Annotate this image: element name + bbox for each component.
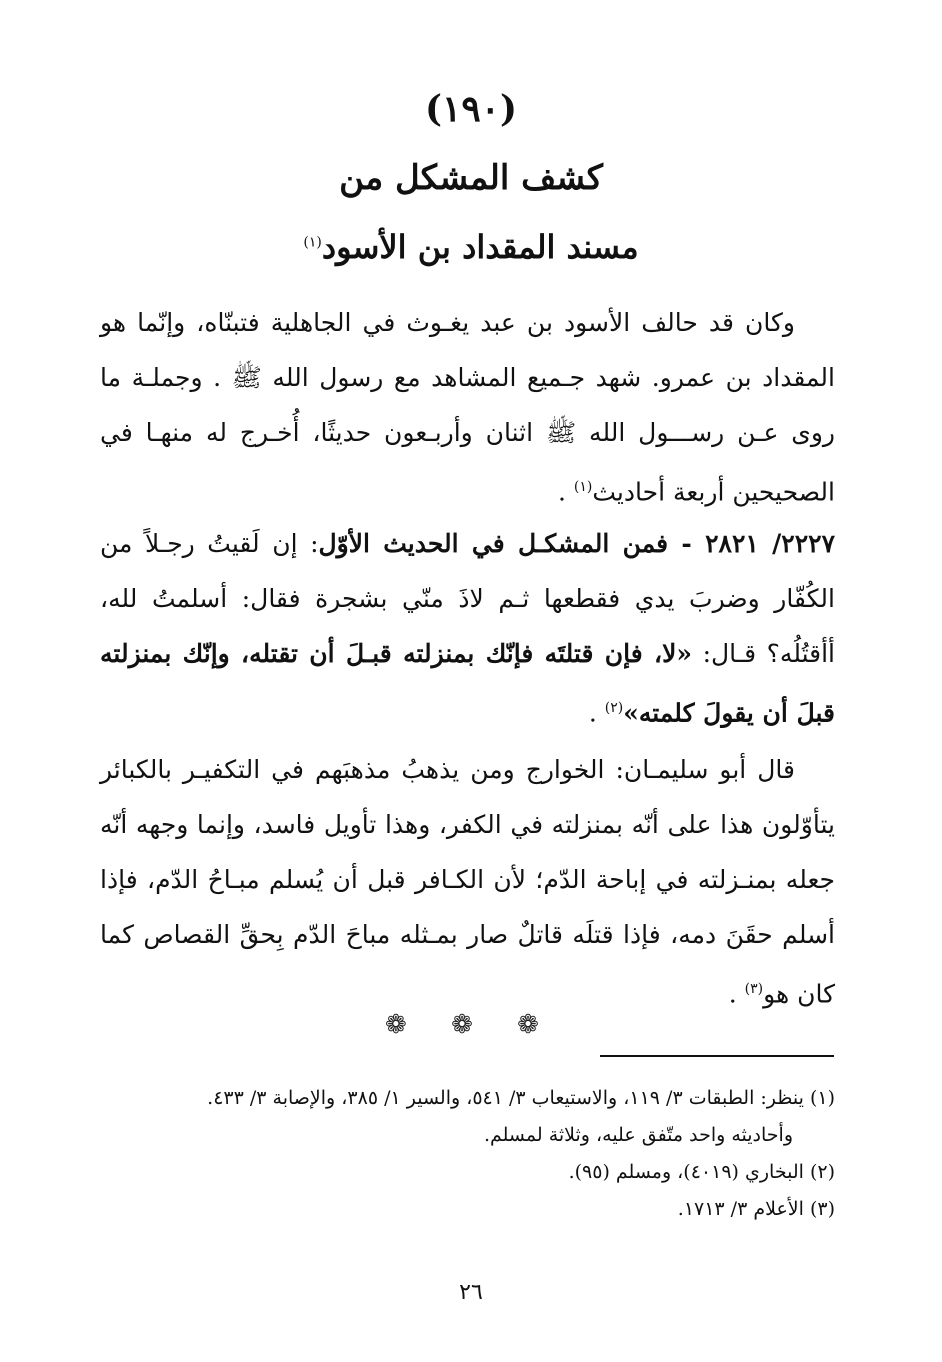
hadith-quote: «لا، فإن قتلتَه فإنّك بمنزلته قبـلَ أن تقتله، وإنّك بمنزلته قبلَ أن يقولَ كلمته» <box>100 639 835 728</box>
commentary-text: قال أبو سليمـان: الخوارج ومن يذهبُ مذهبَهم في التكفيـر بالكبائر يتأوّلون هذا على أنّه بمنزلته في الكفر، وهذا تأويل فاسد، وإنما وجهه أنّه جعله بمنـزلته في إباحة الدّم؛ لأن الكـافر قبل أن يُسلم مبـاحُ الدّم، فإذا أسلم حقَنَ دمه، فإذا قتلَه قاتلٌ صار بمـثله مباحَ الدّم بِحقِّ القصاص كما كان هو <box>100 755 835 1009</box>
hadith-number: ٢٢٢٧/ ٢٨٢١ <box>705 529 836 558</box>
chapter-number: (١٩٠) <box>424 88 518 130</box>
intro-paragraph <box>100 295 835 519</box>
title-footnote-ref: (١) <box>303 234 322 251</box>
intro-end: . <box>557 477 574 507</box>
footnote-divider <box>600 1055 834 1057</box>
hadith-text: : إن لَقيتُ رجـلاً من الكُفّار وضربَ يدي فقطعها ثـم لاذَ منّي بشجرة فقال: أسلمتُ لله، أأقتُلُه؟ قـال: <box>100 529 835 668</box>
section-separator-stars: ❁ ❁ ❁ <box>385 1010 557 1040</box>
commentary-footnote-ref: (٣) <box>744 981 764 997</box>
footnote-2: (٢) البخاري (٤٠١٩)، ومسلم (٩٥). <box>568 1161 835 1183</box>
footnote-1: (١) ينظر: الطبقات ٣/ ١١٩، والاستيعاب ٣/ ٥٤١، والسير ١/ ٣٨٥، والإصابة ٣/ ٤٣٣. <box>207 1087 835 1109</box>
intro-text: وكان قد حالف الأسود بن عبد يغـوث في الجاهلية فتبنّاه، وإنّما هو المقداد بن عمرو. شهد جـميع المشاهد مع رسول الله ﷺ . وجملـة ما روى عـن رســـول الله ﷺ اثنان وأربـعون حديثًا، أُخـرج له منهـا في الصحيحين أربعة أحاديث <box>100 308 835 507</box>
title-line2-text: مسند المقداد بن الأسود <box>321 228 639 266</box>
commentary-paragraph <box>100 742 835 1021</box>
title-line1-text: كشف المشكل من <box>339 158 603 198</box>
footnote-1-continued: وأحاديثه واحد متّفق عليه، وثلاثة لمسلم. <box>483 1124 793 1146</box>
hadith-paragraph <box>100 516 835 740</box>
intro-footnote-ref: (١) <box>573 479 593 495</box>
hadith-footnote-ref: (٢) <box>604 700 624 716</box>
commentary-end: . <box>728 979 745 1009</box>
footnote-3: (٣) الأعلام ٣/ ١٧١٣. <box>677 1198 835 1220</box>
page-number: ٢٦ <box>459 1280 483 1305</box>
chapter-title-line1 <box>0 158 942 198</box>
hadith-end: . <box>588 698 605 728</box>
hadith-intro: - فمن المشكـل في الحديث الأوّل <box>318 529 706 558</box>
footnotes <box>100 1080 835 1228</box>
chapter-title-line2 <box>0 228 942 266</box>
